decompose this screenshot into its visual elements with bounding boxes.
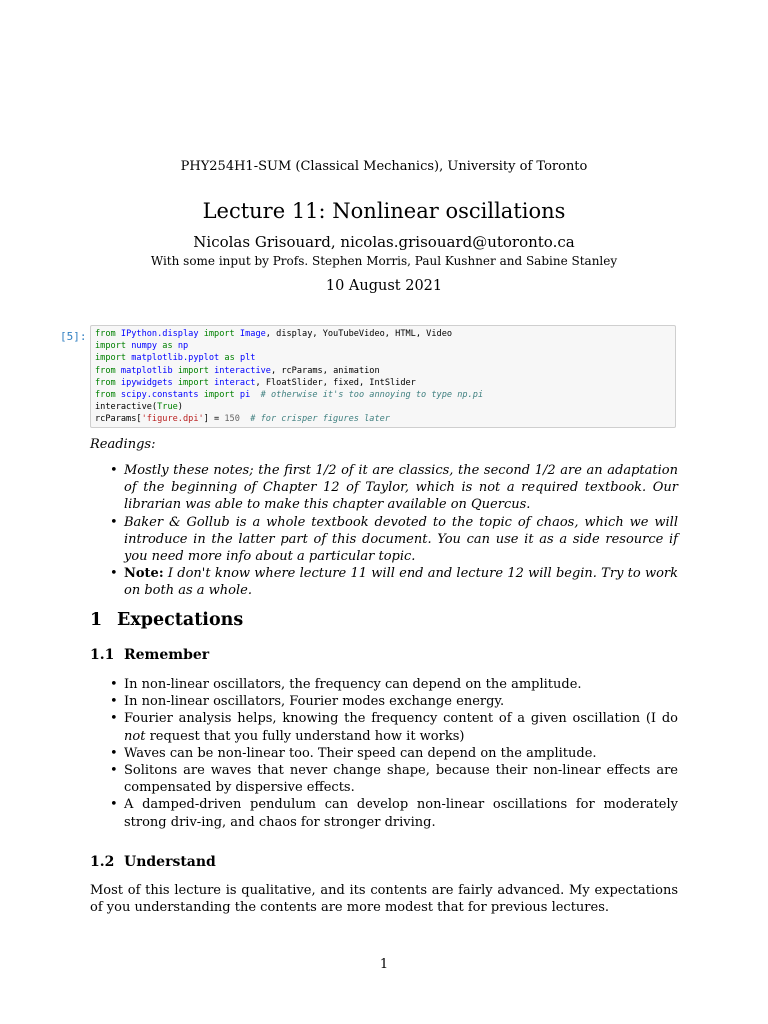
code-line: from matplotlib import interactive, rcParams, animation <box>95 365 380 376</box>
note-label: Note: <box>124 566 164 582</box>
paragraph: Most of this lecture is qualitative, and its contents are fairly advanced. My expectations of you understanding the contents are more modest that for previous lectures. <box>90 883 678 916</box>
list-item: • In non-linear oscillators, the frequency can depend on the amplitude. <box>110 676 678 693</box>
section-heading <box>90 610 243 630</box>
subsection-heading <box>90 854 216 870</box>
cell-prompt: [5]: <box>60 330 87 343</box>
code-line: import numpy as np <box>95 341 189 352</box>
list-item <box>110 565 678 599</box>
subsection-title: Understand <box>124 854 216 870</box>
subsection-number: 1.1 <box>90 647 115 663</box>
code-line: from ipywidgets import interact, FloatSlider, fixed, IntSlider <box>95 377 416 388</box>
list-item: • A damped-driven pendulum can develop non-linear oscillations for moderately strong driv-ing, and chaos for stronger driving. <box>110 796 678 830</box>
author-line: Nicolas Grisouard, nicolas.grisouard@utoronto.ca <box>193 233 575 251</box>
page-title: Lecture 11: Nonlinear oscillations <box>202 199 566 223</box>
code-line: from IPython.display import Image, display, YouTubeVideo, HTML, Video <box>95 329 453 339</box>
course-line: PHY254H1-SUM (Classical Mechanics), University of Toronto <box>180 159 588 174</box>
subsection-title: Remember <box>124 647 210 663</box>
subsection-heading <box>90 647 209 663</box>
list-item <box>110 710 678 744</box>
page-number: 1 <box>379 957 389 972</box>
code-line: from scipy.constants import pi # otherwise it's too annoying to type np.pi <box>95 390 484 401</box>
list-item: • Solitons are waves that never change shape, because their non-linear effects are compensated by dispersive effects. <box>110 762 678 796</box>
readings-label: Readings: <box>90 437 156 452</box>
contributors-line: With some input by Profs. Stephen Morris, Paul Kushner and Sabine Stanley <box>150 254 618 268</box>
section-title: Expectations <box>117 610 244 630</box>
section-number: 1 <box>90 610 103 630</box>
code-cell[interactable] <box>90 325 676 428</box>
date-line: 10 August 2021 <box>325 278 443 294</box>
list-item: • In non-linear oscillators, Fourier modes exchange energy. <box>110 693 678 710</box>
list-item: • Waves can be non-linear too. Their speed can depend on the amplitude. <box>110 745 678 762</box>
remember-list <box>110 676 678 831</box>
list-item: • Baker & Gollub is a whole textbook devoted to the topic of chaos, which we will introduce in the latter part of this document. You can use it as a side resource if you need more info about a particular topic. <box>110 514 678 566</box>
fourier-emphasis: not <box>124 728 146 744</box>
fourier-text: request that you fully understand how it works) <box>145 728 465 744</box>
subsection-number: 1.2 <box>90 854 115 870</box>
list-item: • Mostly these notes; the first 1/2 of it are classics, the second 1/2 are an adaptation of the beginning of Chapter 12 of Taylor, which is not a required textbook. Our librarian was able to make this chapter available on Quercus. <box>110 462 678 514</box>
code-line: rcParams['figure.dpi'] = 150 # for crisper figures later <box>95 414 390 425</box>
readings-list <box>110 462 678 600</box>
note-text: I don't know where lecture 11 will end and lecture 12 will begin. Try to work on both as a whole. <box>124 566 678 599</box>
code-line: interactive(True) <box>95 402 183 413</box>
code-line: import matplotlib.pyplot as plt <box>95 353 256 364</box>
fourier-text: Fourier analysis helps, knowing the frequency content of a given oscillation (I do <box>124 711 678 727</box>
